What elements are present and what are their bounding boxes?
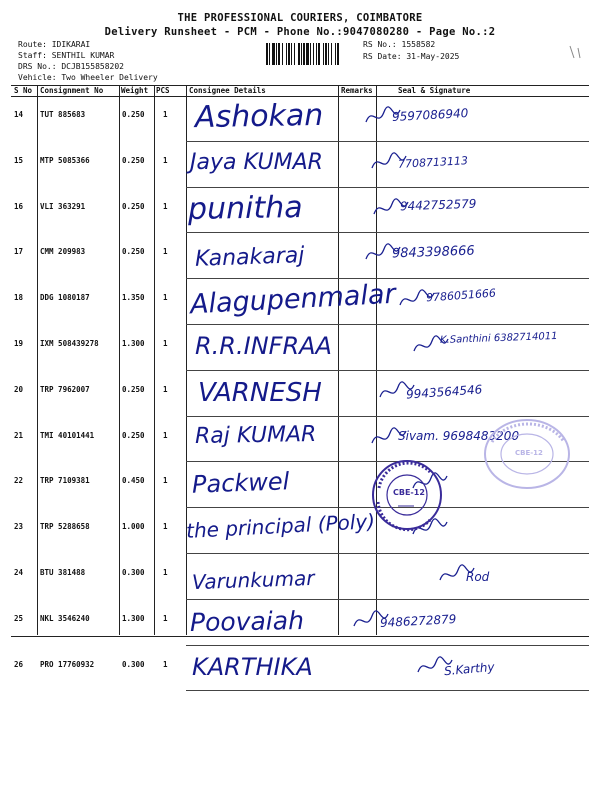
col-header-remarks: Remarks: [341, 86, 373, 95]
col-header-sno: S No: [14, 86, 33, 95]
signature-scribble: [372, 194, 412, 224]
stray-mark: [566, 40, 586, 62]
serial-number: 16: [14, 201, 24, 211]
consignment-number: NKL 3546240: [40, 613, 90, 623]
receiver-signature: Rod: [466, 570, 490, 584]
serial-number: 21: [14, 430, 24, 440]
weight-value: 0.300: [122, 659, 145, 669]
consignment-number: TRP 5288658: [40, 522, 90, 532]
serial-number: 18: [14, 293, 24, 303]
serial-number: 24: [14, 568, 24, 577]
table-row: [11, 325, 589, 371]
table-row: [11, 554, 589, 600]
consignee-handwritten-name: Varunkumar: [191, 565, 315, 595]
weight-value: 0.250: [122, 247, 145, 257]
signature-scribble: [370, 423, 410, 453]
consignee-handwritten-name: punitha: [187, 189, 303, 227]
pieces-count: 1: [163, 339, 168, 348]
table-row: [11, 371, 589, 417]
pieces-count: 1: [163, 568, 168, 577]
serial-number: 20: [14, 384, 24, 394]
consignment-number: VLI 363291: [40, 201, 86, 211]
pieces-count: 1: [163, 659, 168, 669]
weight-value: 1.300: [122, 613, 145, 623]
table-row: [11, 188, 589, 234]
staff-label: Staff: SENTHIL KUMAR: [18, 51, 115, 60]
weight-value: 1.350: [122, 293, 145, 303]
signature-scribble: [398, 285, 438, 315]
consignee-handwritten-name: Raj KUMAR: [194, 421, 317, 449]
receiver-signature: Sivam. 9698483200: [398, 428, 520, 443]
col-header-seal: Seal & Signature: [398, 86, 471, 95]
consignment-number: MTP 5085366: [40, 155, 90, 165]
pieces-count: 1: [163, 384, 168, 394]
weight-value: 0.250: [122, 201, 145, 211]
serial-number: 15: [14, 155, 24, 165]
col-header-weight: Weight: [121, 86, 149, 95]
weight-value: 0.300: [122, 568, 145, 577]
table-row: [11, 600, 589, 646]
receiver-signature: 9786051666: [425, 286, 497, 305]
consignment-number: TUT 885683: [40, 110, 86, 119]
barcode-graphic: [266, 43, 352, 65]
pieces-count: 1: [163, 613, 168, 623]
consignee-handwritten-name: Poovaiah: [189, 605, 305, 637]
table-row: [11, 96, 589, 142]
col-header-consignee: Consignee Details: [189, 86, 266, 95]
weight-value: 0.250: [122, 430, 145, 440]
serial-number: 19: [14, 339, 24, 348]
col-header-consignment: Consignment No: [40, 86, 104, 95]
consignee-handwritten-name: Kanakaraj: [194, 243, 305, 273]
weight-value: 0.250: [122, 110, 145, 119]
consignment-number: DDG 1080187: [40, 293, 90, 303]
receiver-signature: 9597086940: [391, 106, 469, 124]
consignee-handwritten-name: Alagupenmalar: [189, 278, 397, 321]
serial-number: 25: [14, 613, 24, 623]
company-title: THE PROFESSIONAL COURIERS, COIMBATORE: [177, 12, 423, 24]
consignment-number: BTU 381488: [40, 568, 86, 577]
pieces-count: 1: [163, 522, 168, 532]
table-row: [11, 279, 589, 325]
table-row: [11, 233, 589, 279]
rs-date-label: RS Date: 31-May-2025: [363, 52, 460, 61]
receiver-signature: 9442752579: [399, 196, 477, 213]
receiver-signature: S.Karthy: [443, 659, 496, 678]
signature-scribble: [352, 606, 392, 636]
consignment-number: TRP 7962007: [40, 384, 90, 394]
company-seal-center-text: CBE-12: [515, 449, 543, 457]
weight-value: 0.250: [122, 155, 145, 165]
consignee-handwritten-name: KARTHIKA: [192, 652, 313, 681]
consignment-number: CMM 209983: [40, 247, 86, 257]
signature-scribble: [378, 377, 418, 407]
row-separator: [186, 690, 589, 691]
vehicle-label: Vehicle: Two Wheeler Delivery: [18, 73, 158, 82]
runsheet-subtitle: Delivery Runsheet - PCM - Phone No.:9047080280 - Page No.:2: [104, 26, 496, 38]
receiver-signature: 7708713113: [397, 153, 469, 171]
serial-number: 23: [14, 522, 24, 532]
receiver-signature: 9486272879: [379, 611, 457, 630]
drs-label: DRS No.: DCJB155858202: [18, 62, 124, 71]
col-header-pcs: PCS: [156, 86, 170, 95]
table-row: [11, 142, 589, 188]
weight-value: 1.000: [122, 522, 145, 532]
table-row: [11, 508, 589, 554]
receiver-signature: K.Santhini 6382714011: [439, 330, 558, 347]
receiver-signature: 9843398666: [391, 243, 475, 262]
consignee-handwritten-name: VARNESH: [198, 377, 322, 408]
table-row: [11, 646, 589, 692]
consignee-handwritten-name: Packwel: [191, 467, 290, 500]
seal-center-text: CBE-12: [393, 488, 425, 497]
weight-value: 1.300: [122, 339, 145, 348]
pieces-count: 1: [163, 155, 168, 165]
pieces-count: 1: [163, 247, 168, 257]
pieces-count: 1: [163, 201, 168, 211]
consignment-number: IXM 508439278: [40, 339, 99, 348]
serial-number: 17: [14, 247, 24, 257]
consignment-number: TMI 40101441: [40, 430, 95, 440]
consignment-number: PRO 17760932: [40, 659, 95, 669]
signature-scribble: [416, 652, 456, 682]
consignee-handwritten-name: R.R.INFRAA: [195, 332, 332, 360]
route-label: Route: IDIKARAI: [18, 40, 91, 49]
consignment-number: TRP 7109381: [40, 476, 90, 486]
rs-no-label: RS No.: 1558582: [363, 40, 436, 49]
signature-scribble: [364, 239, 404, 269]
consignee-handwritten-name: Jaya KUMAR: [190, 149, 323, 175]
weight-value: 0.250: [122, 384, 145, 394]
signature-scribble: [438, 560, 478, 590]
consignee-handwritten-name: Ashokan: [194, 97, 324, 136]
signature-scribble: [412, 331, 452, 361]
pieces-count: 1: [163, 430, 168, 440]
pieces-count: 1: [163, 110, 168, 119]
pieces-count: 1: [163, 293, 168, 303]
pieces-count: 1: [163, 476, 168, 486]
weight-value: 0.450: [122, 476, 145, 486]
signature-scribble: [370, 148, 410, 178]
serial-number: 26: [14, 659, 24, 669]
receiver-signature: 9943564546: [405, 382, 483, 402]
consignee-handwritten-name: the principal (Poly): [185, 509, 376, 544]
signature-scribble: [364, 102, 404, 132]
serial-number: 22: [14, 476, 24, 486]
serial-number: 14: [14, 110, 24, 119]
